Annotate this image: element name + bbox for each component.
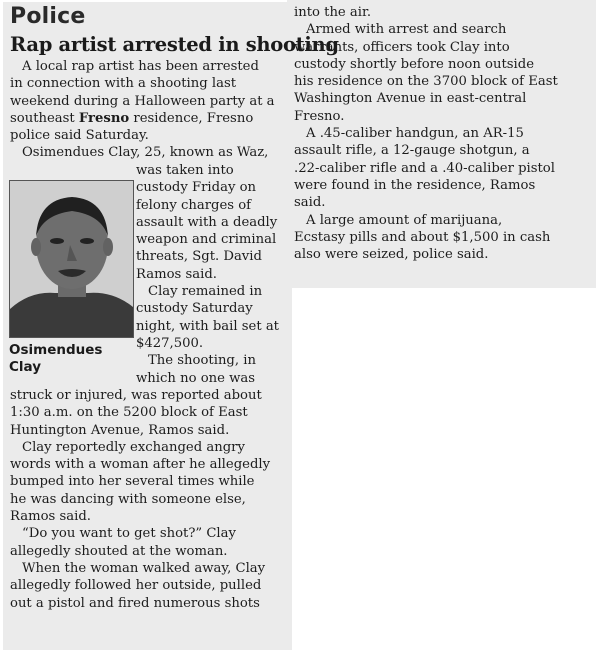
article-paragraph-1: A local rap artist has been arrested in connection with a shooting last weekend during a Halloween party at a southeast Fresno residence, Fresno police said Saturday. Osimendues Clay, 25, known as Waz, xyxy=(10,59,275,161)
fresno-bold: Fresno xyxy=(78,110,130,126)
mugshot-photo xyxy=(9,180,134,338)
portrait-photo-icon xyxy=(10,181,133,337)
section-kicker: Police xyxy=(10,4,86,29)
caption-line-2: Clay xyxy=(9,359,42,375)
article-wrap-beside-photo: was taken into custody Friday on felony charges of assault with a deadly weapon and criminal threats, Sgt. David Ramos said. Clay remained in custody Saturday night, with bail set at $427,500. The shooting, in which no one was xyxy=(136,163,279,386)
caption-line-1: Osimendues xyxy=(9,342,103,358)
article-right-column: into the air. Armed with arrest and search warrants, officers took Clay into custody shortly before noon outside his residence on the 3700 block of East Washington Avenue in east-central Fresno. A .45-caliber handgun, an AR-15 assault rifle, a 12-gauge shotgun, a .22-caliber rifle and a .40-caliber pistol were found in the residence, Ramos said. A large amount of marijuana, Ecstasy pills and about $1,500 in cash also were seized, police said. xyxy=(294,5,558,263)
photo-caption xyxy=(9,342,102,376)
article-lower-left: struck or injured, was reported about 1:30 a.m. on the 5200 block of East Huntington Avenue, Ramos said. Clay reportedly exchanged angry words with a woman after he allegedly bumped into her several times while he was dancing with someone else, Ramos said. “Do you want to get shot?” Clay allegedly shouted at the woman. When the woman walked away, Clay allegedly followed her outside, pulled out a pistol and fired numerous shots xyxy=(10,388,271,611)
headline: Rap artist arrested in shooting xyxy=(10,33,339,56)
